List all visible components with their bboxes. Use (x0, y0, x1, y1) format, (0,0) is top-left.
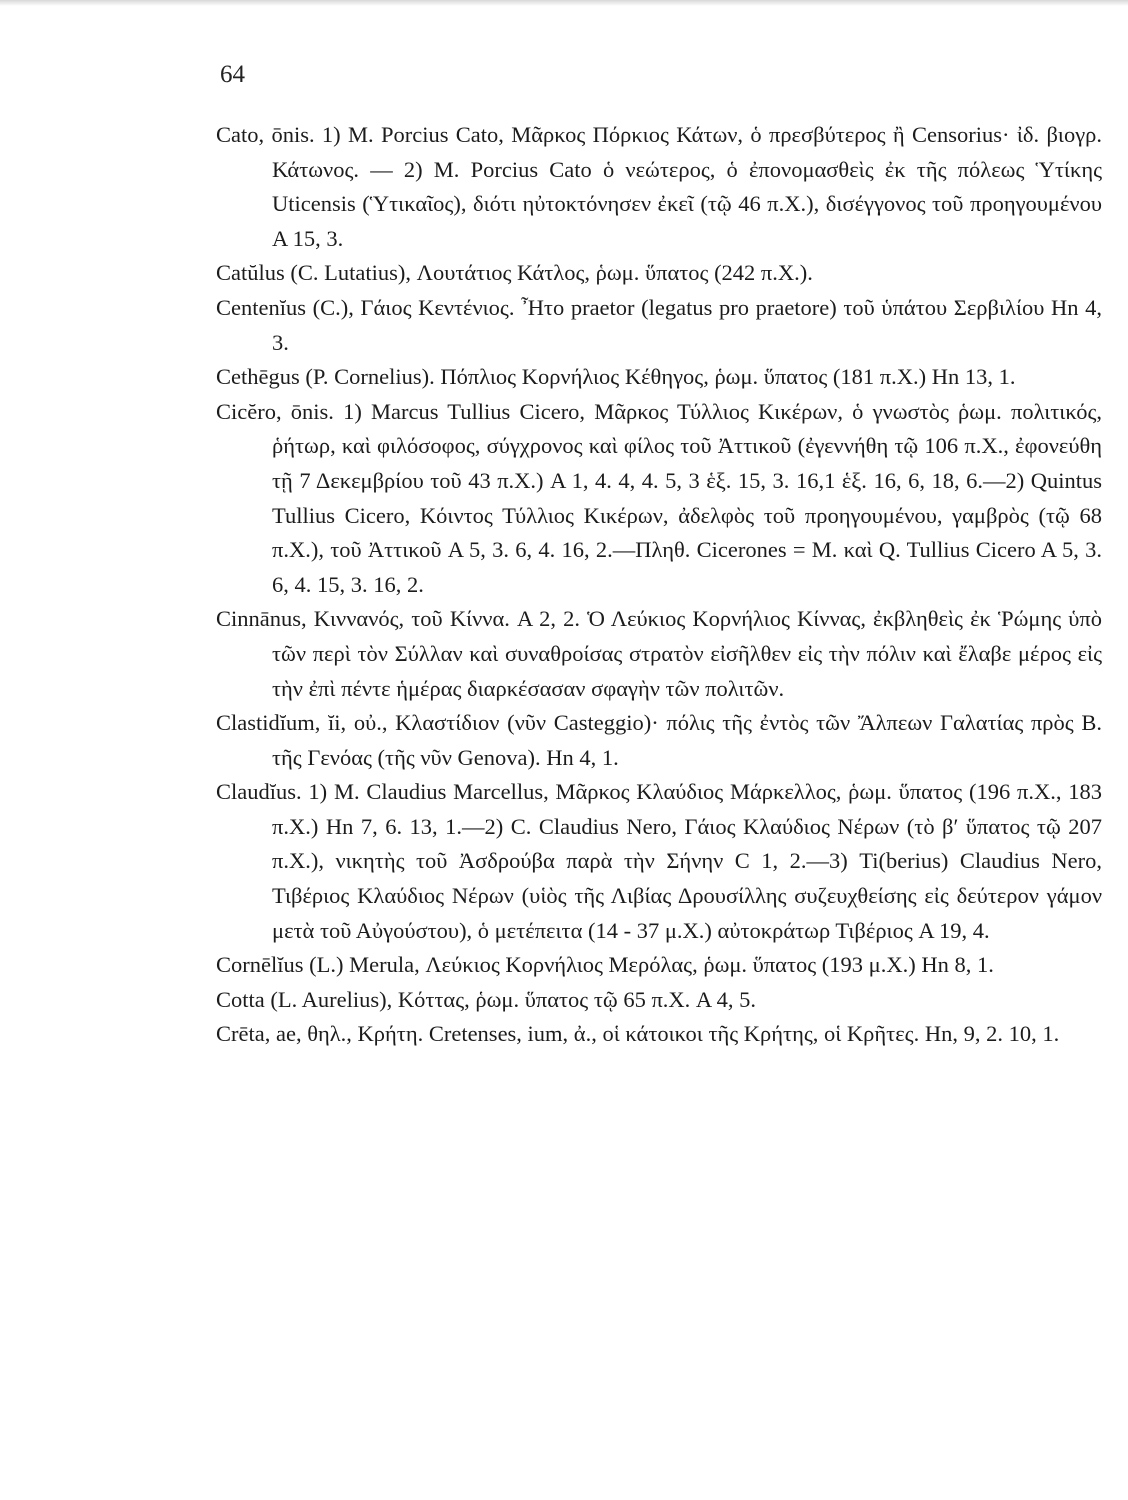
index-entry-claudius (216, 775, 1102, 948)
index-entry-centenius (216, 291, 1102, 360)
page-number: 64 (220, 61, 245, 88)
entry-headword: Cicĕro, ōnis. (216, 398, 334, 424)
entry-text: Κλαστίδιον (νῦν Casteggio)· πόλις τῆς ἐντὸς τῶν Ἄλπεων Γαλατίας πρὸς Β. τῆς Γενόας (τῆς νῦν Genova). Hn 4, 1. (272, 710, 1102, 770)
entry-headword: Cinnānus, (216, 606, 307, 632)
entry-headword: Cornēlĭus (216, 952, 304, 978)
entry-headword: Cethēgus (216, 364, 300, 390)
index-entry-cotta (216, 983, 1102, 1018)
entry-text: Κρήτη. Cretenses, ium, ἀ., οἱ κάτοικοι τῆς Κρήτης, οἱ Κρῆτες. Hn, 9, 2. 10, 1. (351, 1021, 1060, 1047)
entry-text: 1) M. Claudius Marcellus, Μᾶρκος Κλαύδιος Μάρκελλος, ῥωμ. ὕπατος (196 π.Χ., 183 π.Χ.) Hn 7, 6. 13, 1.—2) C. Claudius Nero, Γάιος Κλαύδιος Νέρων (τὸ β′ ὕπατος τῷ 207 π.Χ.), νικητὴς τοῦ Ἀσδρούβα παρὰ τὴν Σήνην C 1, 2.—3) Ti(berius) Claudius Nero, Τιβέριος Κλαύδιος Νέρων (υἱὸς τῆς Λιβίας Δρουσίλλης συζευχθείσης εἰς δεύτερον γάμον μετὰ τοῦ Αὐγούστου), ὁ μετέπειτα (14 - 37 μ.Χ.) αὐτοκράτωρ Τιβέριος A 19, 4. (272, 779, 1102, 943)
entry-headword: Clastidĭum, ĭi, οὐ., (216, 710, 388, 736)
entry-text: (L.) Merula, Λεύκιος Κορνήλιος Μερόλας, ῥωμ. ὕπατος (193 μ.Χ.) Hn 8, 1. (303, 952, 994, 978)
entry-text: 1) M. Porcius Cato, Μᾶρκος Πόρκιος Κάτων, ὁ πρεσβύτερος ἢ Censorius· ἰδ. βιογρ. Κάτωνος. — 2) M. Porcius Cato ὁ νεώτερος, ὁ ἐπονομασθεὶς ἐκ τῆς πόλεως Ὑτίκης Uticensis (Ὑτικαῖος), διότι ηὐτοκτόνησεν ἐκεῖ (τῷ 46 π.Χ.), δισέγγονος τοῦ προηγουμένου A 15, 3. (272, 122, 1102, 251)
entry-text: (L. Aurelius), Κόττας, ῥωμ. ὕπατος τῷ 65 π.Χ. A 4, 5. (264, 986, 756, 1012)
index-entry-creta (216, 1017, 1102, 1052)
entry-text: 1) Marcus Tullius Cicero, Μᾶρκος Τύλλιος Κικέρων, ὁ γνωστὸς ῥωμ. πολιτικός, ῥήτωρ, καὶ φιλόσοφος, σύγχρονος καὶ φίλος τοῦ Ἀττικοῦ (ἐγεννήθη τῷ 106 π.Χ., ἐφονεύθη τῇ 7 Δεκεμβρίου τοῦ 43 π.Χ.) A 1, 4. 4, 4. 5, 3 ἑξ. 15, 3. 16,1 ἑξ. 16, 6, 18, 6.—2) Quintus Tullius Cicero, Κόιντος Τύλλιος Κικέρων, ἀδελφὸς τοῦ προηγουμένου, γαμβρὸς (τῷ 68 π.Χ.), τοῦ Ἀττικοῦ A 5, 3. 6, 4. 16, 2.—Πληθ. Cicerones = M. καὶ Q. Tullius Cicero A 5, 3. 6, 4. 15, 3. 16, 2. (272, 398, 1102, 597)
entry-headword: Crēta, ae, θηλ., (216, 1021, 352, 1047)
scan-top-edge (0, 0, 1128, 6)
index-entry-clastidium (216, 706, 1102, 775)
entry-headword: Claudĭus. (216, 779, 302, 805)
index-entry-cornelius (216, 948, 1102, 983)
index-entry-cinnanus (216, 602, 1102, 706)
index-entry-catulus (216, 256, 1102, 291)
entry-headword: Cotta (216, 986, 265, 1012)
index-entry-cethegus (216, 360, 1102, 395)
entry-text: (C. Lutatius), Λουτάτιος Κάτλος, ῥωμ. ὕπατος (242 π.Χ.). (284, 260, 813, 286)
entry-text: (P. Cornelius). Πόπλιος Κορνήλιος Κέθηγος, ῥωμ. ὕπατος (181 π.Χ.) Hn 13, 1. (299, 364, 1016, 390)
index-entries (216, 118, 1102, 1052)
entry-text: Κιννανός, τοῦ Κίννα. A 2, 2. Ὁ Λεύκιος Κορνήλιος Κίννας, ἐκβληθεὶς ἐκ Ῥώμης ὑπὸ τῶν περὶ τὸν Σύλλαν καὶ συναθροίσας στρατὸν εἰσῆλθεν εἰς τὴν πόλιν καὶ ἔλαβε μέρος εἰς τὴν ἐπὶ πέντε ἡμέρας διαρκέσασαν σφαγὴν τῶν πολιτῶν. (272, 606, 1102, 701)
index-entry-cicero (216, 395, 1102, 603)
index-entry-cato (216, 118, 1102, 256)
entry-text: (C.), Γάιος Κεντένιος. Ἦτο praetor (legatus pro praetore) τοῦ ὑπάτου Σερβιλίου Hn 4, 3. (272, 294, 1102, 355)
entry-headword: Cato, ōnis. (216, 122, 315, 147)
entry-headword: Catŭlus (216, 260, 285, 286)
entry-headword: Centenĭus (216, 294, 306, 320)
